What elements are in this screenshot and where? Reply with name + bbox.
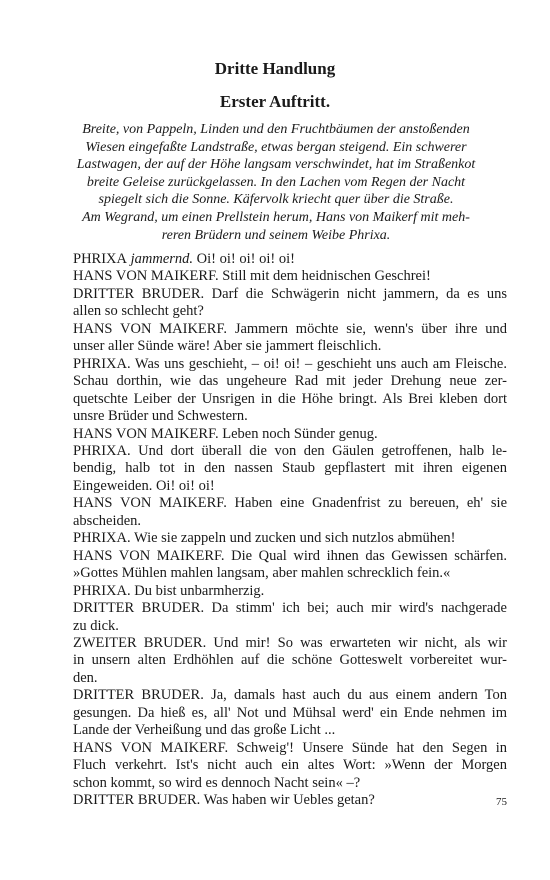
stage-direction-line: reren Brüdern und seinem Weibe Phrixa.: [161, 227, 391, 243]
dialogue-line: [73, 513, 507, 530]
spoken-text: Still mit dem heidnischen Geschrei!: [218, 268, 431, 285]
spoken-text: allen so schlecht geht?: [73, 303, 204, 320]
spoken-text: unser aller Sünde wäre! Aber sie jammert fleischlich.: [73, 338, 382, 355]
spoken-text: Haben eine Gnadenfrist zu bereuen, eh' sie: [226, 495, 508, 512]
dialogue-block: [73, 251, 507, 810]
dialogue-line: [73, 286, 507, 303]
speaker-name: PHRIXA.: [73, 582, 131, 599]
dialogue-line: [73, 722, 507, 739]
spoken-text: Fluch verkehrt. Ist's nicht auch ein altes Wort: »Wenn der Morgen: [73, 757, 507, 774]
stage-direction-line: Am Wegrand, um einen Prellstein herum, Hans von Maikerf mit meh-: [82, 209, 470, 225]
dialogue-line: [73, 268, 507, 285]
speaker-name: HANS VON MAIKERF.: [73, 495, 227, 512]
dialogue-line: [73, 478, 507, 495]
spoken-text: »Gottes Mühlen mahlen langsam, aber mahlen schrecklich fein.«: [73, 565, 451, 582]
dialogue-line: [73, 705, 507, 722]
speaker-name: PHRIXA.: [73, 355, 131, 372]
dialogue-line: [73, 338, 507, 355]
stage-direction: [72, 121, 480, 244]
speaker-name: DRITTER BRUDER.: [73, 687, 204, 704]
spoken-text: Oi! oi! oi! oi! oi!: [193, 251, 295, 267]
speaker-name: HANS VON MAIKERF.: [73, 320, 227, 337]
spoken-text: Was haben wir Uebles getan?: [200, 792, 375, 809]
speaker-name: DRITTER BRUDER.: [73, 792, 201, 809]
dialogue-line: [73, 548, 507, 565]
dialogue-line: [73, 687, 507, 704]
dialogue-line: [73, 495, 507, 512]
act-heading: Dritte Handlung: [214, 59, 336, 78]
spoken-text: Schweig'! Unsere Sünde hat den Segen in: [228, 739, 507, 756]
spoken-text: Jammern möchte sie, wenn's über ihre und: [227, 320, 508, 337]
dialogue-line: [73, 356, 507, 373]
dialogue-line: [73, 600, 507, 617]
speaker-name: PHRIXA: [73, 251, 127, 267]
spoken-text: Was uns geschieht, – oi! oi! – geschieht uns auch am Fleische.: [130, 355, 507, 372]
dialogue-line: [73, 618, 507, 635]
stage-direction-line: breite Geleise zurückgelassen. In den Lachen vom Regen der Nacht: [86, 174, 466, 190]
spoken-text: bendig, halb tot in den nassen Staub gepflastert mit ihren eigenen: [73, 460, 507, 477]
spoken-text: gesungen. Da hieß es, all' Not und Mühsal werd' ein Ende nehmen im: [73, 704, 507, 721]
stage-direction-line: spiegelt sich die Sonne. Käfervolk kriecht quer über die Straße.: [98, 192, 454, 208]
speaker-name: HANS VON MAIKERF.: [73, 739, 229, 756]
spoken-text: Leben noch Sünder genug.: [218, 425, 378, 442]
speaker-name: DRITTER BRUDER.: [73, 600, 205, 617]
spoken-text: Du bist unbarmherzig.: [130, 582, 265, 599]
dialogue-line: [73, 740, 507, 757]
dialogue-line: [73, 757, 507, 774]
spoken-text: Wie sie zappeln und zucken und sich nutzlos abmühen!: [130, 530, 456, 547]
spoken-text: Und dort überall die von den Gäulen getroffenen, halb le-: [130, 442, 507, 459]
dialogue-line: [73, 583, 507, 600]
speaker-name: DRITTER BRUDER.: [73, 285, 205, 302]
dialogue-line: [73, 775, 507, 792]
spoken-text: Eingeweiden. Oi! oi! oi!: [73, 477, 215, 494]
dialogue-line: [73, 652, 507, 669]
speaker-name: HANS VON MAIKERF.: [73, 547, 225, 564]
spoken-text: unsre Brüder und Schwestern.: [73, 408, 248, 425]
dialogue-line: [73, 635, 507, 652]
spoken-text: zu dick.: [73, 617, 119, 634]
spoken-text: Lande der Verheißung und das große Licht ...: [73, 722, 336, 739]
spoken-text: Ja, damals hast auch du aus einem andern Ton: [203, 687, 507, 704]
stage-direction-line: Breite, von Pappeln, Linden und den Fruchtbäumen der anstoßenden: [82, 122, 470, 137]
dialogue-line: [73, 792, 507, 809]
dialogue-line: [73, 251, 507, 268]
speaker-name: HANS VON MAIKERF.: [73, 268, 219, 285]
spoken-text: Darf die Schwägerin nicht jammern, da es uns: [204, 285, 508, 302]
spoken-text: Und mir! So was erwarteten wir nicht, als wir: [206, 634, 507, 651]
speaker-name: ZWEITER BRUDER.: [73, 634, 207, 651]
spoken-text: in unsern alten Erdhöhlen auf die schöne Gotteswelt vorbereitet wur-: [73, 652, 507, 669]
inline-stage-direction: jammernd.: [126, 251, 194, 267]
dialogue-line: [73, 460, 507, 477]
spoken-text: abscheiden.: [73, 512, 142, 529]
dialogue-line: [73, 530, 507, 547]
dialogue-line: [73, 408, 507, 425]
dialogue-line: [73, 391, 507, 408]
spoken-text: Die Qual wird ihnen das Gewissen schärfen.: [224, 547, 507, 564]
scene-heading: Erster Auftritt.: [219, 92, 331, 111]
dialogue-line: [73, 321, 507, 338]
stage-direction-line: Wiesen eingefaßte Landstraße, etwas bergan steigend. Ein schwerer: [85, 139, 467, 155]
dialogue-line: [73, 443, 507, 460]
spoken-text: Schau dorthin, wie das ungeheure Rad mit jeder Drehung neue zer-: [73, 373, 507, 390]
dialogue-line: [73, 670, 507, 687]
spoken-text: quetschte Leiber der Unsrigen in die Höhe bringt. Als Brei kleben dort: [73, 390, 507, 407]
dialogue-line: [73, 373, 507, 390]
dialogue-line: [73, 426, 507, 443]
spoken-text: schon kommt, so wird es dennoch Nacht sein« –?: [73, 774, 361, 791]
dialogue-line: [73, 303, 507, 320]
spoken-text: den.: [73, 669, 98, 686]
page-number: 75: [496, 796, 507, 808]
speaker-name: HANS VON MAIKERF.: [73, 425, 219, 442]
spoken-text: Da stimm' ich bei; auch mir wird's nachgerade: [204, 600, 507, 617]
stage-direction-line: Lastwagen, der auf der Höhe langsam verschwindet, hat im Straßenkot: [76, 157, 476, 173]
speaker-name: PHRIXA.: [73, 530, 131, 547]
dialogue-line: [73, 565, 507, 582]
speaker-name: PHRIXA.: [73, 442, 131, 459]
